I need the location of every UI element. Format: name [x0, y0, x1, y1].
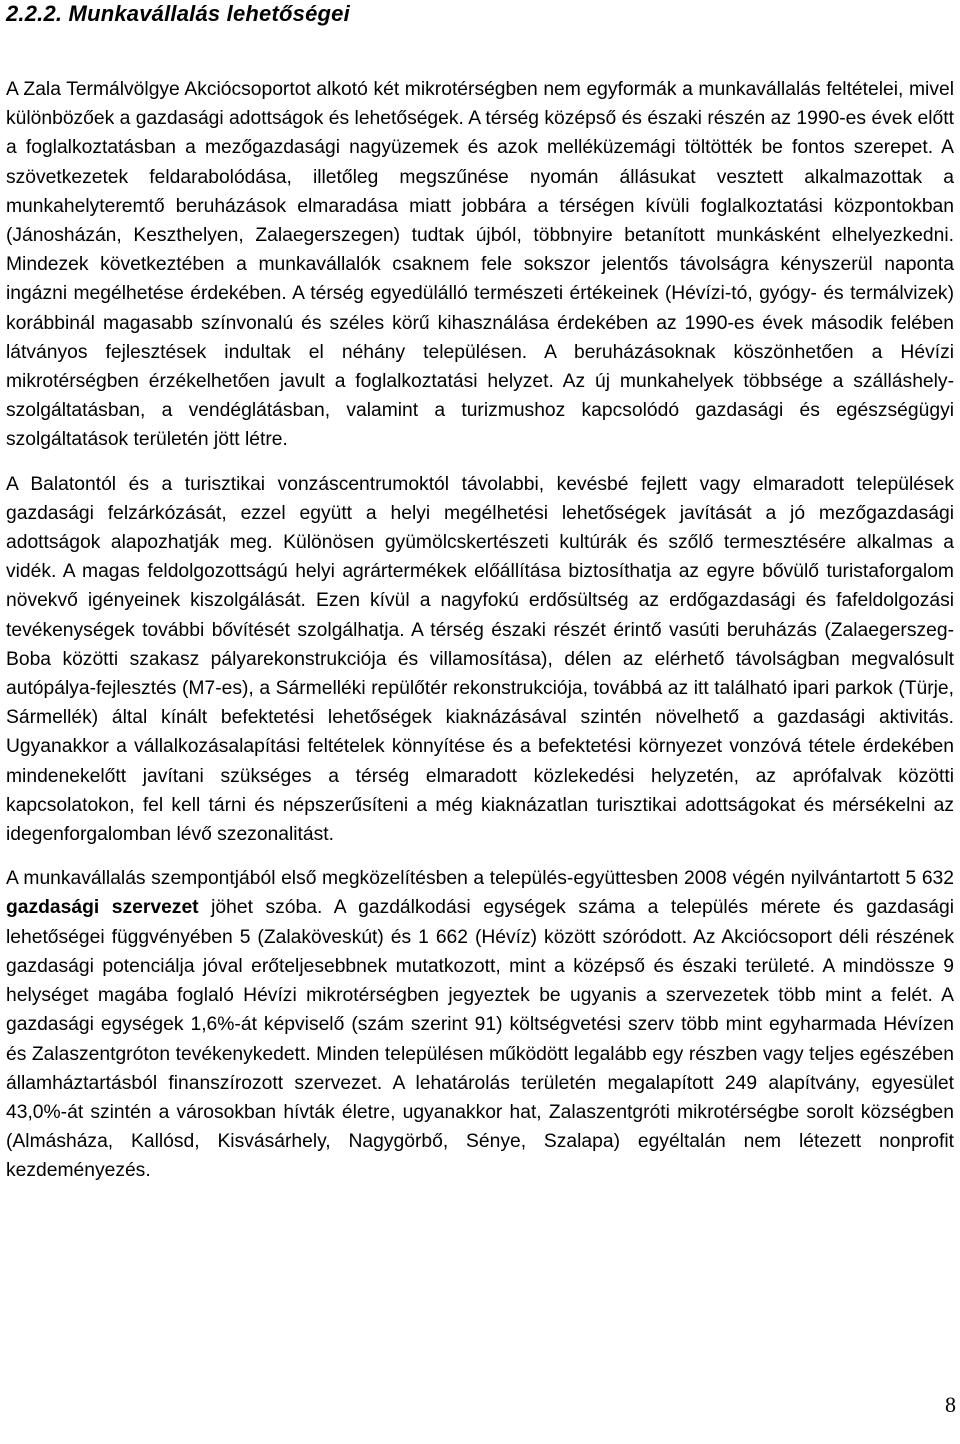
section-heading: 2.2.2. Munkavállalás lehetőségei	[6, 1, 350, 26]
bold-term: gazdasági szervezet	[6, 897, 199, 919]
paragraph-text-segment: jöhet szóba. A gazdálkodási egységek száma a település mérete és gazdasági lehetőségei függvényében 5 (Zalaköveskút) és 1 662 (Hévíz) között szóródott. Az Akciócsoport déli részének gazdasági potenciálja jóval erőteljesebbnek mutatkozott, mint a középső és északi területé. A mindössze 9 helységet magába foglaló Hévízi mikrotérségben jegyeztek be ugyanis a szervezetek több mint a felét. A gazdasági egységek 1,6%-át képviselő (szám szerint 91) költségvetési szerv több mint egyharmada Hévízen és Zalaszentgróton tevékenykedett. Minden településen működött legalább egy részben vagy teljes egészében államháztartásból finanszírozott szervezet. A lehatárolás területén megalapított 249 alapítvány, egyesület 43,0%-át szintén a városokban hívták életre, ugyanakkor hat, Zalaszentgróti mikrotérségbe sorolt községben (Almásháza, Kallósd, Kisvásárhely, Nagygörbő, Sénye, Szalapa) egyéltalán nem létezett nonprofit kezdeményezés.	[6, 897, 954, 1182]
paragraph-economic-organizations	[6, 864, 954, 1185]
paragraph-text-segment: A munkavállalás szempontjából első megközelítésben a település-együttesben 2008 végén nyilvántartott 5 632	[6, 868, 954, 890]
document-page	[6, 0, 954, 1186]
paragraph-development-opportunities: A Balatontól és a turisztikai vonzáscentrumoktól távolabbi, kevésbé fejlett vagy elmaradott települések gazdasági felzárkózását, ezzel együtt a helyi megélhetési lehetőségek javítását a jó mezőgazdasági adottságok alapozhatják meg. Különösen gyümölcskertészeti kultúrák és szőlő termesztésére alkalmas a vidék. A magas feldolgozottságú helyi agrártermékek előállítása biztosíthatja az egyre bővülő turistaforgalom növekvő igényeinek kiszolgálását. Ezen kívül a nagyfokú erdősültség az erdőgazdasági és fafeldolgozási tevékenységek további bővítését szolgálhatja. A térség északi részét érintő vasúti beruházás (Zalaegerszeg-Boba közötti szakasz pályarekonstrukciója és villamosítása), délen az elérhető távolságban megvalósult autópálya-fejlesztés (M7-es), a Sármelléki repülőtér rekonstrukciója, továbbá az itt található ipari parkok (Türje, Sármellék) által kínált befektetési lehetőségek kiaknázásával szintén növelhető a gazdasági aktivitás. Ugyanakkor a vállalkozásalapítási feltételek könnyítése és a befektetési környezet vonzóvá tétele érdekében mindenekelőtt javítani szükséges a térség elmaradott közlekedési helyzetén, az aprófalvak közötti kapcsolatokon, fel kell tárni és népszerűsíteni a még kiaknázatlan turisztikai adottságokat és mérsékelni az idegenforgalomban lévő szezonalitást.	[6, 473, 954, 846]
page-number: 8	[945, 1392, 956, 1417]
paragraph-employment-conditions: A Zala Termálvölgye Akciócsoportot alkotó két mikrotérségben nem egyformák a munkavállalás feltételei, mivel különbözőek a gazdasági adottságok és lehetőségek. A térség középső és északi részén az 1990-es évek előtt a foglalkoztatásban a mezőgazdasági nagyüzemek és azok melléküzemági töltötték be fontos szerepet. A szövetkezetek feldarabolódása, illetőleg megszűnése nyomán állásukat vesztett alkalmazottak a munkahelyteremtő beruházások elmaradása miatt jobbára a térségen kívüli foglalkoztatási központokban (Jánosházán, Keszthelyen, Zalaegerszegen) tudtak újból, többnyire betanított munkásként elhelyezkedni. Mindezek következtében a munkavállalók csaknem fele sokszor jelentős távolságra kényszerül naponta ingázni megélhetése érdekében. A térség egyedülálló természeti értékeinek (Hévízi-tó, gyógy- és termálvizek) korábbinál magasabb színvonalú és széles körű kihasználása érdekében az 1990-es évek második felében látványos fejlesztések indultak el néhány településen. A beruházásoknak köszönhetően a Hévízi mikrotérségben érzékelhetően javult a foglalkoztatási helyzet. Az új munkahelyek többsége a szálláshely-szolgáltatásban, a vendéglátásban, valamint a turizmushoz kapcsolódó gazdasági és egészségügyi szolgáltatások területén jött létre.	[6, 79, 954, 451]
